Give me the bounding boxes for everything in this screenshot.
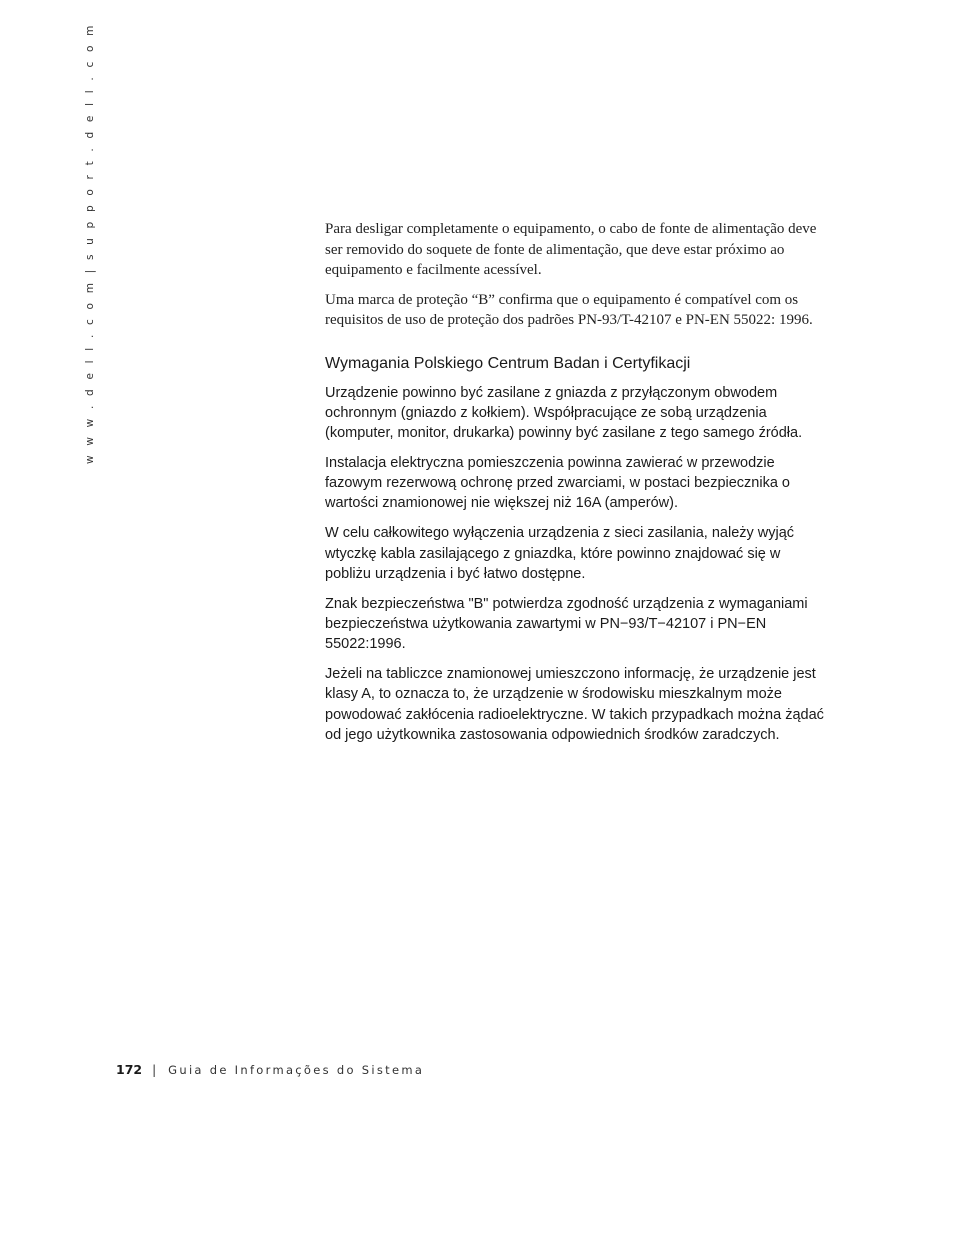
sidebar-url: w w w . d e l l . c o m | s u p p o r t . d e l l . c o m (84, 22, 96, 464)
main-content (325, 219, 825, 755)
pt-paragraph: Uma marca de proteção “B” confirma que o equipamento é compatível com os requisitos de uso de proteção dos padrões PN-93/T-42107 e PN-EN 55022: 1996. (325, 291, 813, 328)
section-heading: Wymagania Polskiego Centrum Badan i Certyfikacji (325, 354, 691, 372)
pl-paragraph: Instalacja elektryczna pomieszczenia powinna zawierać w przewodzie fazowym rezerwową ochronę przed zwarciami, w postaci bezpiecznika o wartości znamionowej nie większej niż 16A (amperów). (325, 454, 790, 512)
pl-paragraph: Urządzenie powinno być zasilane z gniazda z przyłączonym obwodem ochronnym (gniazdo z kołkiem). Współpracujące ze sobą urządzenia (komputer, monitor, drukarka) powinny być zasilane z tego samego źródła. (325, 384, 803, 442)
page-number: 172 (116, 1062, 143, 1077)
pl-paragraph: W celu całkowitego wyłączenia urządzenia z sieci zasilania, należy wyjąć wtyczkę kabla zasilającego z gniazdka, które powinno znajdować się w pobliżu urządzenia i być łatwo dostępne. (325, 525, 795, 582)
page-footer (116, 1062, 424, 1077)
footer-title: Guia de Informações do Sistema (168, 1063, 425, 1077)
pt-paragraph: Para desligar completamente o equipamento, o cabo de fonte de alimentação deve ser removido do soquete de fonte de alimentação, que deve estar próximo ao equipamento e facilmente acessível. (325, 221, 817, 278)
pl-paragraph: Znak bezpieczeństwa "B" potwierdza zgodność urządzenia z wymaganiami bezpieczeństwa użytkowania zawartymi w PN−93/T−42107 i PN−EN 55022:1996. (325, 595, 808, 653)
pl-paragraph: Jeżeli na tabliczce znamionowej umieszczono informację, że urządzenie jest klasy A, to oznacza to, że urządzenie w środowisku mieszkalnym może powodować zakłócenia radioelektryczne. W takich przypadkach można żądać od jego użytkownika zastosowania odpowiednich środków zaradczych. (325, 666, 824, 743)
footer-separator: | (152, 1063, 157, 1077)
